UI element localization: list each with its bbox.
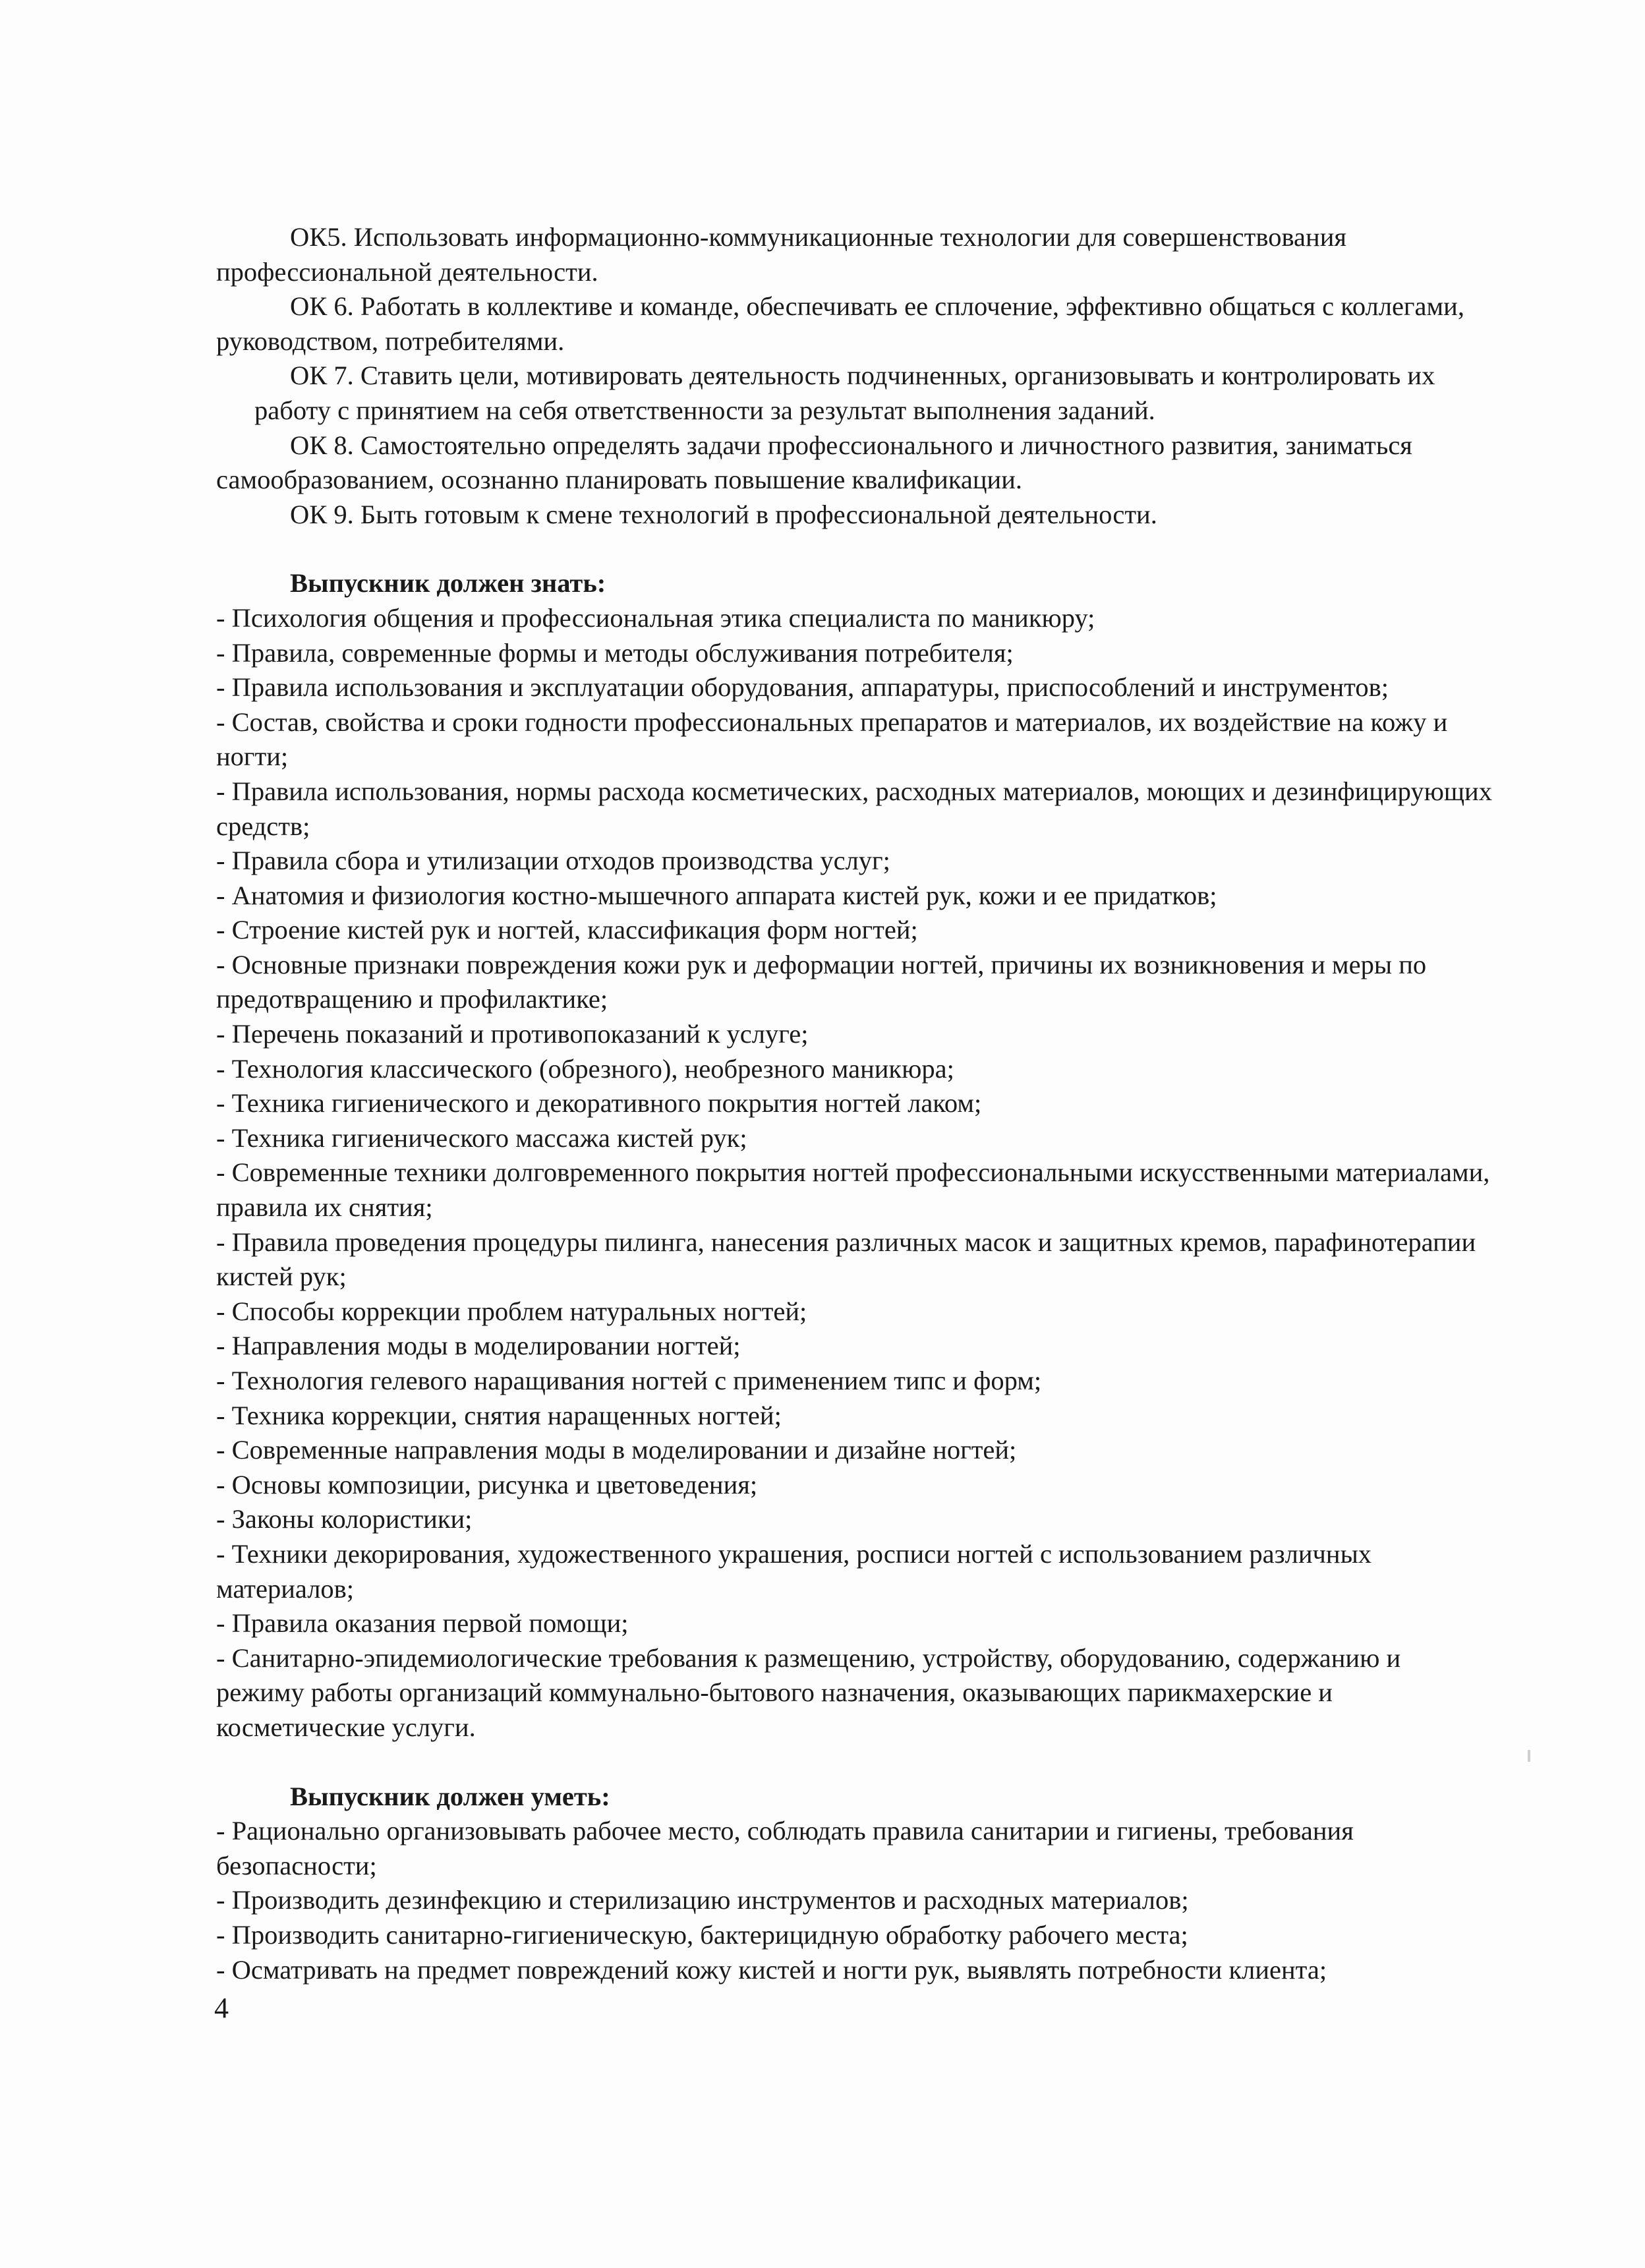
- list-item: - Состав, свойства и сроки годности профессиональных препаратов и материалов, их воздействие на кожу и ногти;: [216, 707, 1448, 772]
- list-item: - Правила проведения процедуры пилинга, нанесения различных масок и защитных кремов, парафинотерапии кистей рук;: [216, 1227, 1476, 1292]
- list-item: - Основы композиции, рисунка и цветоведения;: [216, 1469, 758, 1499]
- scan-speck: [1528, 1750, 1530, 1762]
- list-item: - Осматривать на предмет повреждений кожу кистей и ногти рук, выявлять потребности клиента;: [216, 1954, 1327, 1985]
- knowledge-heading: Выпускник должен знать:: [290, 568, 606, 598]
- knowledge-list: [216, 601, 1495, 1745]
- list-item: - Правила использования и эксплуатации оборудования, аппаратуры, приспособлений и инструментов;: [216, 672, 1389, 703]
- skills-list: [216, 1814, 1495, 1987]
- competency-ok9: ОК 9. Быть готовым к смене технологий в профессиональной деятельности.: [290, 499, 1157, 529]
- competency-ok7: ОК 7. Ставить цели, мотивировать деятельность подчиненных, организовывать и контролировать их работу с принятием на себя ответственности за результат выполнения заданий.: [254, 361, 1435, 425]
- list-item: - Техника гигиенического и декоративного покрытия ногтей лаком;: [216, 1088, 982, 1119]
- list-item: - Законы колористики;: [216, 1504, 473, 1534]
- list-item: - Правила, современные формы и методы обслуживания потребителя;: [216, 637, 1014, 668]
- list-item: - Анатомия и физиология костно-мышечного аппарата кистей рук, кожи и ее придатков;: [216, 880, 1217, 910]
- skills-heading: Выпускник должен уметь:: [290, 1781, 610, 1811]
- competency-ok5: ОК5. Использовать информационно-коммуникационные технологии для совершенствования профессиональной деятельности.: [216, 222, 1346, 287]
- list-item: - Производить санитарно-гигиеническую, бактерицидную обработку рабочего места;: [216, 1919, 1188, 1950]
- competency-ok8: ОК 8. Самостоятельно определять задачи профессионального и личностного развития, заниматься самообразованием, осознанно планировать повышение квалификации.: [216, 430, 1412, 495]
- page-content: [216, 220, 1495, 1987]
- list-item: - Основные признаки повреждения кожи рук и деформации ногтей, причины их возникновения и меры по предотвращению и профилактике;: [216, 949, 1427, 1014]
- list-item: - Технология классического (обрезного), необрезного маникюра;: [216, 1053, 954, 1084]
- list-item: - Современные направления моды в моделировании и дизайне ногтей;: [216, 1435, 1017, 1465]
- list-item: - Техники декорирования, художественного украшения, росписи ногтей с использованием различных материалов;: [216, 1538, 1372, 1604]
- list-item: - Производить дезинфекцию и стерилизацию инструментов и расходных материалов;: [216, 1885, 1189, 1915]
- list-item: - Психология общения и профессиональная этика специалиста по маникюру;: [216, 602, 1095, 633]
- list-item: - Правила сбора и утилизации отходов производства услуг;: [216, 846, 890, 876]
- list-item: - Техника гигиенического массажа кистей рук;: [216, 1122, 747, 1153]
- page-number: 4: [214, 1992, 229, 2024]
- list-item: - Санитарно-эпидемиологические требования к размещению, устройству, оборудованию, содержанию и режиму работы организаций коммунально-бытового назначения, оказывающих парикмахерские и косметические услуги.: [216, 1643, 1401, 1742]
- list-item: - Направления моды в моделировании ногтей;: [216, 1331, 741, 1361]
- list-item: - Правила оказания первой помощи;: [216, 1608, 629, 1639]
- list-item: - Строение кистей рук и ногтей, классификация форм ногтей;: [216, 915, 918, 945]
- list-item: - Современные техники долговременного покрытия ногтей профессиональными искусственными материалами, правила их снятия;: [216, 1157, 1490, 1223]
- list-item: - Техника коррекции, снятия наращенных ногтей;: [216, 1400, 782, 1430]
- list-item: - Перечень показаний и противопоказаний к услуге;: [216, 1019, 809, 1049]
- competency-ok6: ОК 6. Работать в коллективе и команде, обеспечивать ее сплочение, эффективно общаться с коллегами, руководством, потребителями.: [216, 291, 1464, 356]
- list-item: - Правила использования, нормы расхода косметических, расходных материалов, моющих и дезинфицирующих средств;: [216, 776, 1492, 841]
- list-item: - Рационально организовывать рабочее место, соблюдать правила санитарии и гигиены, требования безопасности;: [216, 1816, 1354, 1880]
- list-item: - Технология гелевого наращивания ногтей с применением типс и форм;: [216, 1366, 1042, 1395]
- list-item: - Способы коррекции проблем натуральных ногтей;: [216, 1296, 807, 1326]
